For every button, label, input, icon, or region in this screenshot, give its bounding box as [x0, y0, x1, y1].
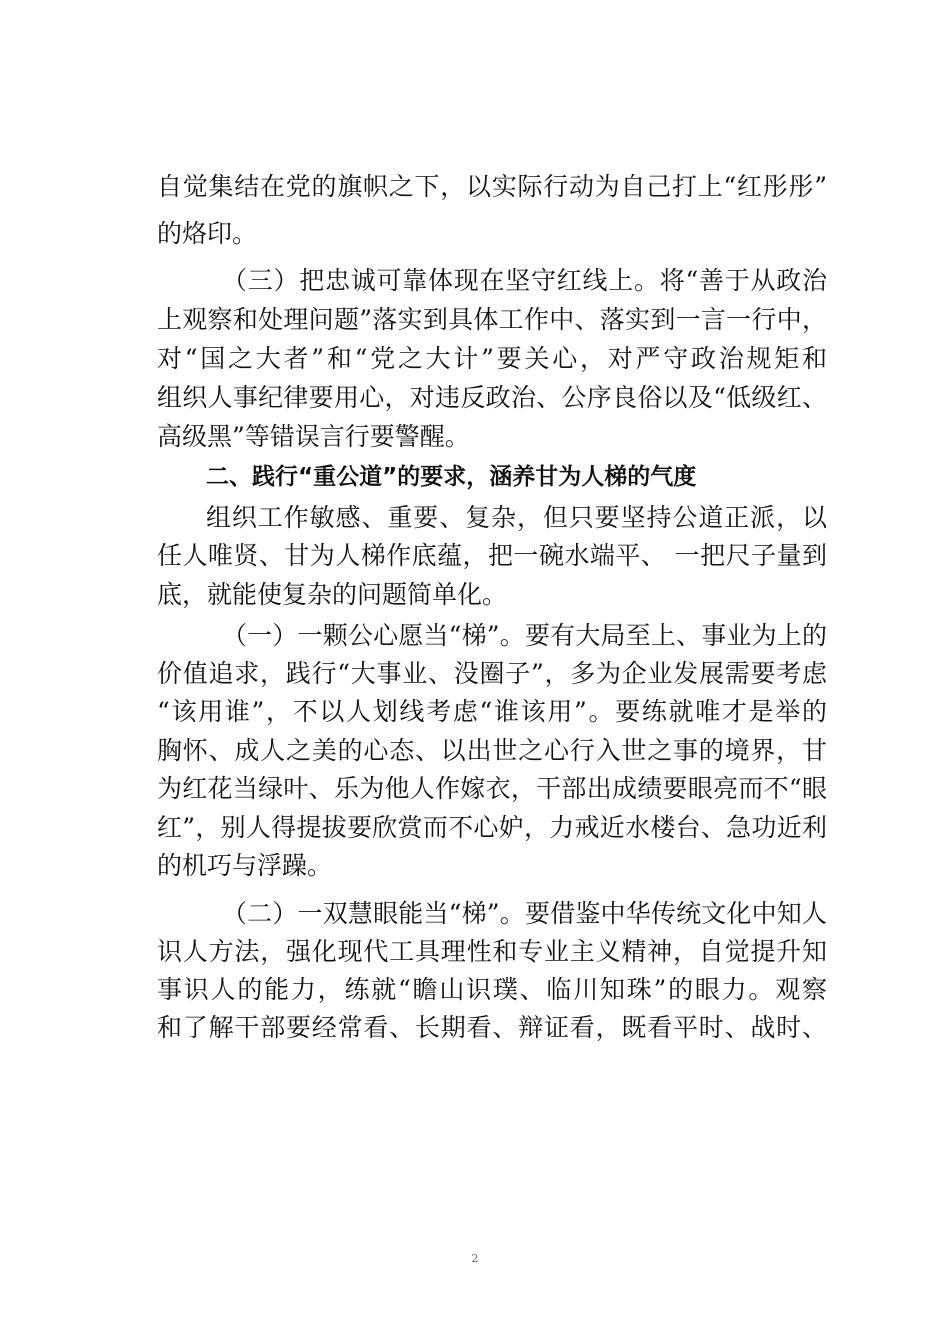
body-text-line: 价值追求，践行“大事业、没圈子”，多为企业发展需要考虑	[157, 659, 827, 688]
body-text-line: 对“国之大者”和“党之大计”要关心，对严守政治规矩和	[157, 344, 827, 373]
body-text-line: 组织工作敏感、重要、复杂，但只要坚持公道正派，以	[206, 503, 827, 532]
body-text-line: 高级黑”等错误言行要警醒。	[157, 422, 470, 451]
body-text-line: 组织人事纪律要用心，对违反政治、公序良俗以及“低级红、	[157, 383, 827, 412]
subsection-heading-line: （一）一颗公心愿当“梯”。要有大局至上、事业为上的	[222, 621, 827, 650]
body-text-line: 事识人的能力，练就“瞻山识璞、临川知珠”的眼力。观察	[157, 975, 827, 1004]
body-text-line: 为红花当绿叶、乐为他人作嫁衣，干部出成绩要眼亮而不“眼	[157, 774, 827, 803]
body-text-line: 识人方法，强化现代工具理性和专业主义精神，自觉提升知	[157, 937, 827, 966]
body-text-line: 自觉集结在党的旗帜之下，以实际行动为自己打上“红彤彤”	[157, 172, 827, 201]
body-text-line: 胸怀、成人之美的心态、以出世之心行入世之事的境界，甘	[157, 736, 827, 765]
body-text-line: 和了解干部要经常看、长期看、辩证看，既看平时、战时、	[157, 1013, 827, 1042]
body-text-line: 的机巧与浮躁。	[157, 851, 333, 880]
body-text-line: 底，就能使复杂的问题简单化。	[157, 580, 508, 609]
subsection-heading-line: （三）把忠诚可靠体现在坚守红线上。将“善于从政治	[222, 266, 827, 295]
subsection-heading-line: （二）一双慧眼能当“梯”。要借鉴中华传统文化中知人	[222, 899, 827, 928]
section-heading: 二、践行“重公道”的要求，涵养甘为人梯的气度	[206, 464, 697, 490]
page-number: 2	[471, 1252, 479, 1265]
body-text-line: 的烙印。	[157, 219, 258, 248]
body-text-line: 任人唯贤、甘为人梯作底蕴，把一碗水端平、 一把尺子量到	[157, 541, 827, 570]
body-text-line: 上观察和处理问题”落实到具体工作中、落实到一言一行中，	[157, 305, 827, 334]
body-text-line: “该用谁”，不以人划线考虑“谁该用”。要练就唯才是举的	[157, 697, 827, 726]
body-text-line: 红”，别人得提拔要欣赏而不心妒，力戒近水楼台、急功近利	[157, 813, 827, 842]
